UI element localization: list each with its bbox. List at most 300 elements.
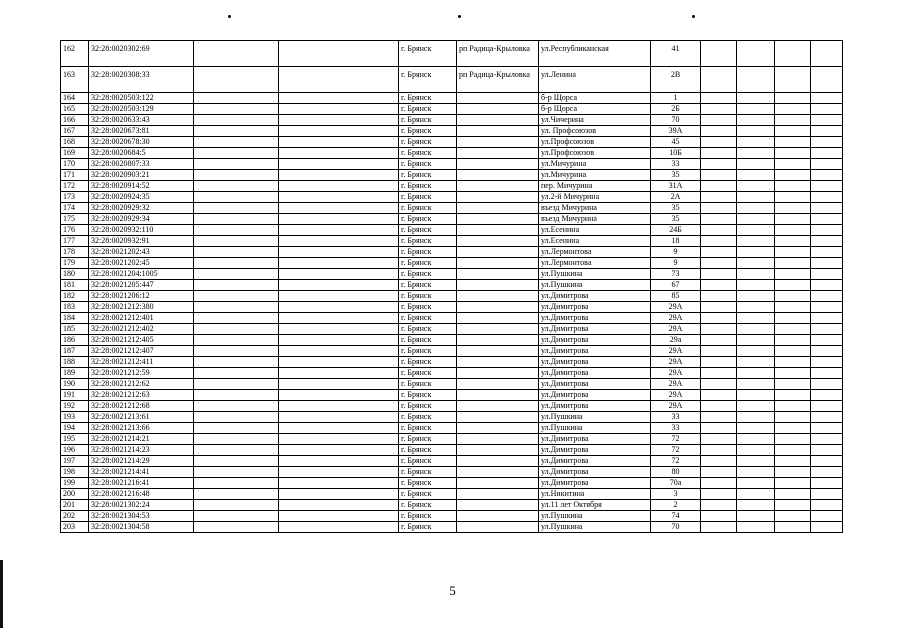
house-number-cell: 29А bbox=[651, 313, 701, 324]
empty-cell bbox=[811, 104, 843, 115]
empty-cell bbox=[775, 104, 811, 115]
city-cell: г. Брянск bbox=[399, 291, 457, 302]
city-cell: г. Брянск bbox=[399, 478, 457, 489]
empty-cell bbox=[811, 269, 843, 280]
empty-cell bbox=[194, 390, 279, 401]
scan-dot-left bbox=[228, 15, 231, 18]
empty-cell bbox=[194, 489, 279, 500]
city-cell: г. Брянск bbox=[399, 104, 457, 115]
empty-cell bbox=[737, 478, 775, 489]
empty-cell bbox=[279, 357, 399, 368]
settlement-cell bbox=[457, 511, 539, 522]
street-cell: ул.Пушкина bbox=[539, 522, 651, 533]
row-number-cell: 176 bbox=[61, 225, 89, 236]
empty-cell bbox=[279, 489, 399, 500]
empty-cell bbox=[194, 247, 279, 258]
empty-cell bbox=[811, 291, 843, 302]
empty-cell bbox=[775, 500, 811, 511]
table-row bbox=[61, 192, 843, 203]
empty-cell bbox=[737, 467, 775, 478]
empty-cell bbox=[701, 357, 737, 368]
settlement-cell bbox=[457, 280, 539, 291]
empty-cell bbox=[194, 258, 279, 269]
street-cell: ул.2-й Мичурина bbox=[539, 192, 651, 203]
empty-cell bbox=[701, 93, 737, 104]
empty-cell bbox=[811, 181, 843, 192]
city-cell: г. Брянск bbox=[399, 368, 457, 379]
empty-cell bbox=[194, 324, 279, 335]
street-cell: ул.Лермонтова bbox=[539, 258, 651, 269]
cadastral-number-cell: 32:28:0020929:32 bbox=[89, 203, 194, 214]
table-row bbox=[61, 269, 843, 280]
city-cell: г. Брянск bbox=[399, 401, 457, 412]
empty-cell bbox=[775, 379, 811, 390]
empty-cell bbox=[701, 41, 737, 67]
street-cell: ул.Республиканская bbox=[539, 41, 651, 67]
row-number-cell: 193 bbox=[61, 412, 89, 423]
city-cell: г. Брянск bbox=[399, 324, 457, 335]
empty-cell bbox=[775, 93, 811, 104]
empty-cell bbox=[701, 379, 737, 390]
empty-cell bbox=[194, 423, 279, 434]
house-number-cell: 29а bbox=[651, 335, 701, 346]
empty-cell bbox=[701, 203, 737, 214]
cadastral-number-cell: 32:28:0020929:34 bbox=[89, 214, 194, 225]
empty-cell bbox=[701, 390, 737, 401]
empty-cell bbox=[737, 368, 775, 379]
empty-cell bbox=[701, 522, 737, 533]
empty-cell bbox=[194, 313, 279, 324]
empty-cell bbox=[279, 434, 399, 445]
empty-cell bbox=[775, 390, 811, 401]
empty-cell bbox=[775, 302, 811, 313]
settlement-cell bbox=[457, 181, 539, 192]
city-cell: г. Брянск bbox=[399, 192, 457, 203]
cadastral-number-cell: 32:28:0021212:62 bbox=[89, 379, 194, 390]
empty-cell bbox=[279, 456, 399, 467]
row-number-cell: 192 bbox=[61, 401, 89, 412]
empty-cell bbox=[701, 247, 737, 258]
row-number-cell: 165 bbox=[61, 104, 89, 115]
row-number-cell: 198 bbox=[61, 467, 89, 478]
row-number-cell: 163 bbox=[61, 67, 89, 93]
empty-cell bbox=[811, 258, 843, 269]
street-cell: ул.Есенина bbox=[539, 225, 651, 236]
empty-cell bbox=[701, 456, 737, 467]
table-row bbox=[61, 500, 843, 511]
street-cell: пер. Мичурина bbox=[539, 181, 651, 192]
city-cell: г. Брянск bbox=[399, 181, 457, 192]
empty-cell bbox=[194, 291, 279, 302]
empty-cell bbox=[279, 412, 399, 423]
empty-cell bbox=[194, 478, 279, 489]
house-number-cell: 80 bbox=[651, 467, 701, 478]
empty-cell bbox=[701, 291, 737, 302]
table-row bbox=[61, 390, 843, 401]
empty-cell bbox=[775, 445, 811, 456]
table-row bbox=[61, 478, 843, 489]
empty-cell bbox=[811, 423, 843, 434]
street-cell: въезд Мичурина bbox=[539, 214, 651, 225]
empty-cell bbox=[811, 335, 843, 346]
settlement-cell bbox=[457, 412, 539, 423]
empty-cell bbox=[279, 115, 399, 126]
city-cell: г. Брянск bbox=[399, 225, 457, 236]
empty-cell bbox=[775, 67, 811, 93]
house-number-cell: 70 bbox=[651, 522, 701, 533]
empty-cell bbox=[811, 236, 843, 247]
empty-cell bbox=[194, 269, 279, 280]
cadastral-number-cell: 32:28:0021206:12 bbox=[89, 291, 194, 302]
empty-cell bbox=[701, 412, 737, 423]
empty-cell bbox=[775, 192, 811, 203]
empty-cell bbox=[775, 203, 811, 214]
city-cell: г. Брянск bbox=[399, 280, 457, 291]
house-number-cell: 3 bbox=[651, 489, 701, 500]
city-cell: г. Брянск bbox=[399, 258, 457, 269]
table-row bbox=[61, 335, 843, 346]
empty-cell bbox=[811, 214, 843, 225]
settlement-cell bbox=[457, 203, 539, 214]
house-number-cell: 2А bbox=[651, 192, 701, 203]
house-number-cell: 2Б bbox=[651, 104, 701, 115]
empty-cell bbox=[737, 67, 775, 93]
row-number-cell: 169 bbox=[61, 148, 89, 159]
row-number-cell: 194 bbox=[61, 423, 89, 434]
empty-cell bbox=[194, 203, 279, 214]
empty-cell bbox=[811, 280, 843, 291]
empty-cell bbox=[701, 478, 737, 489]
row-number-cell: 164 bbox=[61, 93, 89, 104]
house-number-cell: 41 bbox=[651, 41, 701, 67]
city-cell: г. Брянск bbox=[399, 313, 457, 324]
empty-cell bbox=[701, 137, 737, 148]
city-cell: г. Брянск bbox=[399, 247, 457, 258]
empty-cell bbox=[279, 236, 399, 247]
city-cell: г. Брянск bbox=[399, 379, 457, 390]
empty-cell bbox=[194, 214, 279, 225]
house-number-cell: 10Б bbox=[651, 148, 701, 159]
empty-cell bbox=[811, 434, 843, 445]
table-row bbox=[61, 467, 843, 478]
settlement-cell bbox=[457, 291, 539, 302]
cadastral-number-cell: 32:28:0020503:129 bbox=[89, 104, 194, 115]
table-row bbox=[61, 137, 843, 148]
empty-cell bbox=[811, 445, 843, 456]
city-cell: г. Брянск bbox=[399, 159, 457, 170]
cadastral-number-cell: 32:28:0021205:447 bbox=[89, 280, 194, 291]
empty-cell bbox=[811, 148, 843, 159]
table-row bbox=[61, 456, 843, 467]
empty-cell bbox=[737, 357, 775, 368]
row-number-cell: 168 bbox=[61, 137, 89, 148]
empty-cell bbox=[701, 236, 737, 247]
empty-cell bbox=[737, 522, 775, 533]
row-number-cell: 178 bbox=[61, 247, 89, 258]
row-number-cell: 189 bbox=[61, 368, 89, 379]
register-table bbox=[60, 40, 843, 533]
settlement-cell bbox=[457, 368, 539, 379]
row-number-cell: 173 bbox=[61, 192, 89, 203]
empty-cell bbox=[194, 225, 279, 236]
empty-cell bbox=[737, 225, 775, 236]
empty-cell bbox=[194, 379, 279, 390]
empty-cell bbox=[811, 401, 843, 412]
settlement-cell: рп Радица-Крыловка bbox=[457, 67, 539, 93]
empty-cell bbox=[775, 434, 811, 445]
empty-cell bbox=[279, 247, 399, 258]
house-number-cell: 35 bbox=[651, 203, 701, 214]
house-number-cell: 29А bbox=[651, 379, 701, 390]
row-number-cell: 181 bbox=[61, 280, 89, 291]
house-number-cell: 74 bbox=[651, 511, 701, 522]
empty-cell bbox=[279, 423, 399, 434]
table-row bbox=[61, 412, 843, 423]
empty-cell bbox=[701, 269, 737, 280]
empty-cell bbox=[811, 115, 843, 126]
empty-cell bbox=[194, 500, 279, 511]
empty-cell bbox=[737, 41, 775, 67]
empty-cell bbox=[775, 137, 811, 148]
empty-cell bbox=[194, 137, 279, 148]
settlement-cell bbox=[457, 236, 539, 247]
table-row bbox=[61, 104, 843, 115]
row-number-cell: 202 bbox=[61, 511, 89, 522]
row-number-cell: 186 bbox=[61, 335, 89, 346]
empty-cell bbox=[775, 423, 811, 434]
empty-cell bbox=[279, 302, 399, 313]
cadastral-number-cell: 32:28:0021304:53 bbox=[89, 511, 194, 522]
empty-cell bbox=[701, 368, 737, 379]
empty-cell bbox=[279, 192, 399, 203]
empty-cell bbox=[775, 291, 811, 302]
empty-cell bbox=[701, 324, 737, 335]
empty-cell bbox=[737, 335, 775, 346]
house-number-cell: 35 bbox=[651, 214, 701, 225]
empty-cell bbox=[811, 379, 843, 390]
empty-cell bbox=[775, 159, 811, 170]
empty-cell bbox=[811, 324, 843, 335]
settlement-cell bbox=[457, 456, 539, 467]
row-number-cell: 203 bbox=[61, 522, 89, 533]
street-cell: ул.Ленина bbox=[539, 67, 651, 93]
empty-cell bbox=[811, 346, 843, 357]
settlement-cell bbox=[457, 467, 539, 478]
empty-cell bbox=[701, 170, 737, 181]
empty-cell bbox=[194, 445, 279, 456]
empty-cell bbox=[811, 126, 843, 137]
cadastral-number-cell: 32:28:0021212:407 bbox=[89, 346, 194, 357]
row-number-cell: 195 bbox=[61, 434, 89, 445]
cadastral-number-cell: 32:28:0020807:33 bbox=[89, 159, 194, 170]
scan-dot-right bbox=[692, 15, 695, 18]
empty-cell bbox=[194, 434, 279, 445]
empty-cell bbox=[194, 346, 279, 357]
cadastral-number-cell: 32:28:0021212:402 bbox=[89, 324, 194, 335]
city-cell: г. Брянск bbox=[399, 302, 457, 313]
settlement-cell bbox=[457, 379, 539, 390]
city-cell: г. Брянск bbox=[399, 522, 457, 533]
settlement-cell bbox=[457, 401, 539, 412]
street-cell: ул.Димитрова bbox=[539, 302, 651, 313]
street-cell: ул.Димитрова bbox=[539, 313, 651, 324]
house-number-cell: 35 bbox=[651, 170, 701, 181]
empty-cell bbox=[775, 126, 811, 137]
empty-cell bbox=[701, 302, 737, 313]
empty-cell bbox=[701, 159, 737, 170]
city-cell: г. Брянск bbox=[399, 93, 457, 104]
empty-cell bbox=[701, 489, 737, 500]
row-number-cell: 172 bbox=[61, 181, 89, 192]
row-number-cell: 174 bbox=[61, 203, 89, 214]
table-row bbox=[61, 401, 843, 412]
street-cell: ул.Димитрова bbox=[539, 456, 651, 467]
street-cell: ул.Димитрова bbox=[539, 335, 651, 346]
cadastral-number-cell: 32:28:0020633:43 bbox=[89, 115, 194, 126]
house-number-cell: 72 bbox=[651, 445, 701, 456]
empty-cell bbox=[279, 445, 399, 456]
settlement-cell bbox=[457, 445, 539, 456]
cadastral-number-cell: 32:28:0021304:58 bbox=[89, 522, 194, 533]
empty-cell bbox=[194, 93, 279, 104]
settlement-cell bbox=[457, 225, 539, 236]
house-number-cell: 73 bbox=[651, 269, 701, 280]
city-cell: г. Брянск bbox=[399, 346, 457, 357]
empty-cell bbox=[737, 390, 775, 401]
empty-cell bbox=[279, 137, 399, 148]
street-cell: ул. Профсоюзов bbox=[539, 126, 651, 137]
row-number-cell: 199 bbox=[61, 478, 89, 489]
row-number-cell: 182 bbox=[61, 291, 89, 302]
empty-cell bbox=[279, 379, 399, 390]
empty-cell bbox=[701, 181, 737, 192]
cadastral-number-cell: 32:28:0021212:411 bbox=[89, 357, 194, 368]
settlement-cell bbox=[457, 115, 539, 126]
cadastral-number-cell: 32:28:0021302:24 bbox=[89, 500, 194, 511]
house-number-cell: 33 bbox=[651, 159, 701, 170]
street-cell: ул.Пушкина bbox=[539, 423, 651, 434]
settlement-cell bbox=[457, 302, 539, 313]
city-cell: г. Брянск bbox=[399, 67, 457, 93]
settlement-cell bbox=[457, 214, 539, 225]
street-cell: въезд Мичурина bbox=[539, 203, 651, 214]
empty-cell bbox=[775, 467, 811, 478]
table-row bbox=[61, 368, 843, 379]
table-row bbox=[61, 258, 843, 269]
house-number-cell: 24Б bbox=[651, 225, 701, 236]
empty-cell bbox=[737, 214, 775, 225]
street-cell: ул.11 лет Октября bbox=[539, 500, 651, 511]
empty-cell bbox=[194, 401, 279, 412]
city-cell: г. Брянск bbox=[399, 41, 457, 67]
empty-cell bbox=[701, 67, 737, 93]
settlement-cell bbox=[457, 478, 539, 489]
empty-cell bbox=[701, 192, 737, 203]
settlement-cell bbox=[457, 93, 539, 104]
empty-cell bbox=[279, 478, 399, 489]
cadastral-number-cell: 32:28:0020914:52 bbox=[89, 181, 194, 192]
empty-cell bbox=[279, 522, 399, 533]
empty-cell bbox=[279, 214, 399, 225]
cadastral-number-cell: 32:28:0021213:61 bbox=[89, 412, 194, 423]
empty-cell bbox=[701, 115, 737, 126]
empty-cell bbox=[737, 445, 775, 456]
row-number-cell: 177 bbox=[61, 236, 89, 247]
scan-dot-center bbox=[458, 15, 461, 18]
empty-cell bbox=[701, 434, 737, 445]
settlement-cell bbox=[457, 346, 539, 357]
empty-cell bbox=[194, 67, 279, 93]
empty-cell bbox=[811, 203, 843, 214]
city-cell: г. Брянск bbox=[399, 412, 457, 423]
empty-cell bbox=[737, 434, 775, 445]
empty-cell bbox=[279, 258, 399, 269]
city-cell: г. Брянск bbox=[399, 170, 457, 181]
house-number-cell: 29А bbox=[651, 390, 701, 401]
empty-cell bbox=[737, 412, 775, 423]
street-cell: ул.Димитрова bbox=[539, 445, 651, 456]
empty-cell bbox=[737, 247, 775, 258]
settlement-cell bbox=[457, 423, 539, 434]
settlement-cell bbox=[457, 126, 539, 137]
street-cell: ул.Димитрова bbox=[539, 357, 651, 368]
empty-cell bbox=[737, 379, 775, 390]
house-number-cell: 85 bbox=[651, 291, 701, 302]
empty-cell bbox=[775, 258, 811, 269]
table-row bbox=[61, 522, 843, 533]
settlement-cell bbox=[457, 434, 539, 445]
street-cell: ул.Димитрова bbox=[539, 346, 651, 357]
empty-cell bbox=[811, 170, 843, 181]
empty-cell bbox=[194, 170, 279, 181]
empty-cell bbox=[279, 159, 399, 170]
empty-cell bbox=[775, 214, 811, 225]
table-row bbox=[61, 115, 843, 126]
empty-cell bbox=[811, 478, 843, 489]
empty-cell bbox=[775, 511, 811, 522]
city-cell: г. Брянск bbox=[399, 269, 457, 280]
table-row bbox=[61, 291, 843, 302]
settlement-cell bbox=[457, 390, 539, 401]
street-cell: ул.Лермонтова bbox=[539, 247, 651, 258]
empty-cell bbox=[737, 181, 775, 192]
empty-cell bbox=[775, 489, 811, 500]
empty-cell bbox=[701, 511, 737, 522]
city-cell: г. Брянск bbox=[399, 445, 457, 456]
empty-cell bbox=[811, 511, 843, 522]
cadastral-number-cell: 32:28:0020308:33 bbox=[89, 67, 194, 93]
empty-cell bbox=[279, 170, 399, 181]
empty-cell bbox=[194, 412, 279, 423]
empty-cell bbox=[737, 302, 775, 313]
empty-cell bbox=[737, 258, 775, 269]
empty-cell bbox=[737, 269, 775, 280]
empty-cell bbox=[811, 247, 843, 258]
empty-cell bbox=[811, 467, 843, 478]
empty-cell bbox=[737, 489, 775, 500]
empty-cell bbox=[775, 335, 811, 346]
empty-cell bbox=[279, 104, 399, 115]
street-cell: ул.Пушкина bbox=[539, 511, 651, 522]
empty-cell bbox=[811, 412, 843, 423]
settlement-cell bbox=[457, 192, 539, 203]
empty-cell bbox=[701, 280, 737, 291]
empty-cell bbox=[701, 346, 737, 357]
row-number-cell: 196 bbox=[61, 445, 89, 456]
empty-cell bbox=[194, 41, 279, 67]
house-number-cell: 33 bbox=[651, 423, 701, 434]
empty-cell bbox=[279, 500, 399, 511]
